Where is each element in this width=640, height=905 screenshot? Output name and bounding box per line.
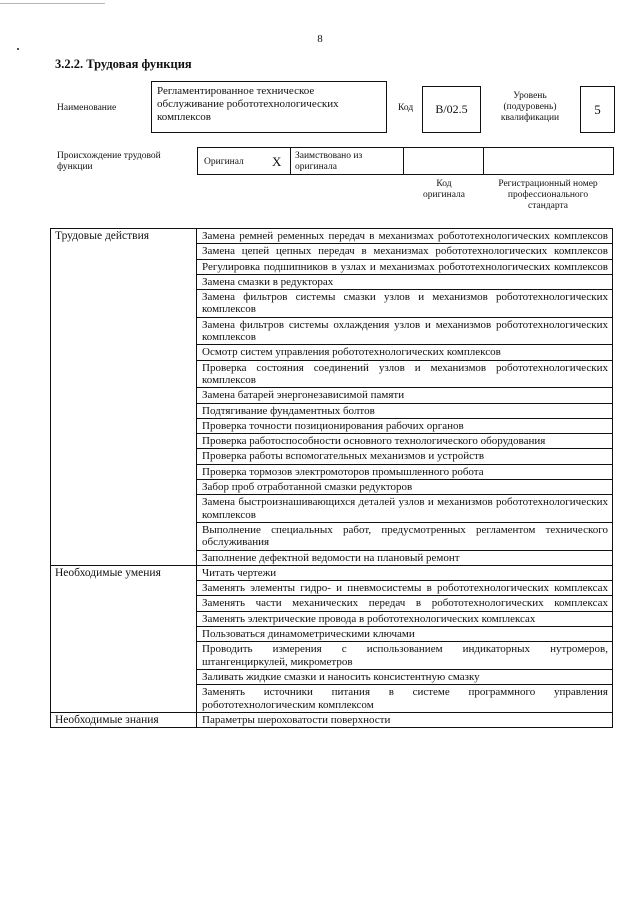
original-code-label: Код оригинала: [423, 179, 465, 200]
table-cell-item: Замена цепей цепных передач в механизмах робототехнологических комплексов: [197, 244, 613, 259]
table-cell-item: Проверка тормозов электромоторов промышленного робота: [197, 464, 613, 479]
table-cell-item: Проверка точности позиционирования рабочих органов: [197, 418, 613, 433]
table-row: [51, 712, 613, 727]
section-title: 3.2.2. Трудовая функция: [55, 57, 192, 71]
table-cell-item: Проверка работоспособности основного технологического оборудования: [197, 434, 613, 449]
table-cell-item: Замена ремней ременных передач в механизмах робототехнологических комплексов: [197, 229, 613, 244]
origin-divider-1: [290, 148, 291, 174]
name-value: Регламентированное техническое обслуживание робототехнологических комплексов: [157, 85, 339, 123]
table-cell-item: Заливать жидкие смазки и наносить консистентную смазку: [197, 669, 613, 684]
category-label: Необходимые умения: [51, 565, 197, 712]
scan-artifact-dot: [17, 48, 19, 50]
scan-artifact-line: [0, 3, 105, 4]
table-cell-item: Пользоваться динамометрическими ключами: [197, 627, 613, 642]
table-cell-item: Замена быстроизнашивающихся деталей узлов и механизмов робототехнологических комплексов: [197, 495, 613, 523]
table-cell-item: Параметры шероховатости поверхности: [197, 712, 613, 727]
table-cell-item: Выполнение специальных работ, предусмотренных регламентом технического обслуживания: [197, 522, 613, 550]
table-cell-item: Замена батарей энергонезависимой памяти: [197, 388, 613, 403]
level-value-box: [580, 86, 615, 133]
level-value: 5: [594, 101, 601, 117]
table-cell-item: Замена фильтров системы охлаждения узлов и механизмов робототехнологических комплексов: [197, 317, 613, 345]
table-cell-item: Заменять источники питания в системе программного управления робототехнологическим комплексом: [197, 685, 613, 713]
page-number: 8: [317, 33, 323, 45]
level-label: Уровень (подуровень) квалификации: [500, 91, 560, 123]
function-table-body: [51, 229, 613, 728]
table-cell-item: Осмотр систем управления робототехнологических комплексов: [197, 345, 613, 360]
borrowed-label: Заимствовано из оригинала: [295, 151, 363, 172]
category-label: Необходимые знания: [51, 712, 197, 727]
table-cell-item: Проверка работы вспомогательных механизмов и устройств: [197, 449, 613, 464]
code-value-box: [422, 86, 481, 133]
origin-box: [197, 147, 614, 175]
table-row: [51, 229, 613, 244]
table-cell-item: Заполнение дефектной ведомости на плановый ремонт: [197, 550, 613, 565]
name-label: Наименование: [57, 103, 117, 113]
table-cell-item: Забор проб отработанной смазки редукторов: [197, 480, 613, 495]
table-cell-item: Заменять элементы гидро- и пневмосистемы в робототехнологических комплексах: [197, 581, 613, 596]
origin-label: Происхождение трудовой функции: [57, 151, 161, 172]
table-cell-item: Замена фильтров системы смазки узлов и механизмов робототехнологических комплексов: [197, 290, 613, 318]
code-value: B/02.5: [435, 102, 468, 116]
category-label: Трудовые действия: [51, 229, 197, 566]
table-cell-item: Проверка состояния соединений узлов и механизмов робототехнологических комплексов: [197, 360, 613, 388]
table-cell-item: Читать чертежи: [197, 565, 613, 580]
table-cell-item: Подтягивание фундаментных болтов: [197, 403, 613, 418]
name-value-box: [151, 81, 387, 133]
origin-divider-2: [403, 148, 404, 174]
reg-number-label: Регистрационный номер профессионального стандарта: [498, 179, 598, 211]
table-cell-item: Заменять электрические провода в робототехнологических комплексах: [197, 611, 613, 626]
table-cell-item: Регулировка подшипников в узлах и механизмах робототехнологических комплексов: [197, 259, 613, 274]
table-row: [51, 565, 613, 580]
original-label: Оригинал: [204, 157, 244, 167]
origin-divider-3: [483, 148, 484, 174]
original-mark: X: [272, 154, 282, 169]
code-label: Код: [398, 103, 414, 113]
table-cell-item: Заменять части механических передач в робототехнологических комплексах: [197, 596, 613, 611]
function-table: [50, 228, 613, 728]
table-cell-item: Замена смазки в редукторах: [197, 274, 613, 289]
table-cell-item: Проводить измерения с использованием индикаторных нутромеров, штангенциркулей, микрометров: [197, 642, 613, 670]
